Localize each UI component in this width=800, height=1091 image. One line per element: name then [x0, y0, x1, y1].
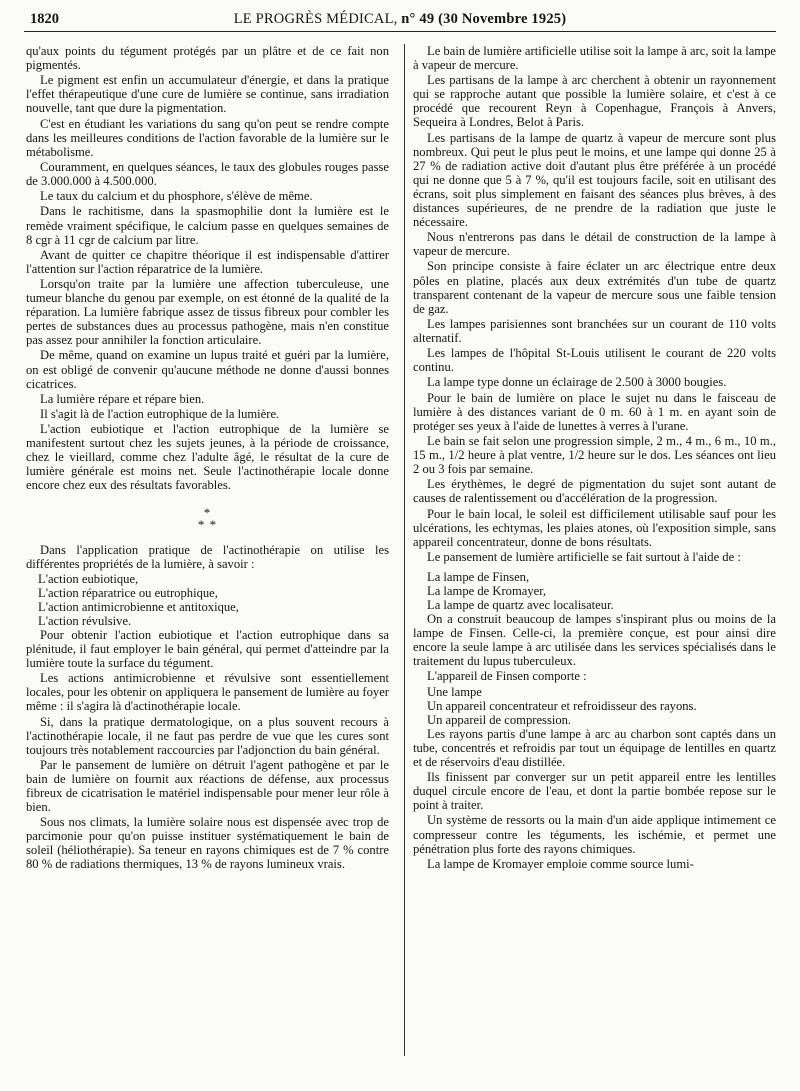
- issue-info: n° 49 (30 Novembre 1925): [401, 11, 567, 27]
- paragraph: La lampe type donne un éclairage de 2.500 à 3000 bougies.: [427, 375, 727, 390]
- paragraph: Sous nos climats, la lumière solaire nous est dispensée avec trop de parcimonie pour qu'on puisse instituer systématiquement le bain de soleil (héliothérapie). Sa teneur en rayons chimiques est de 7 % contre 80 % de radiations thermiques, 13 % de rayons lumineux vrais.: [26, 815, 389, 872]
- paragraph: Les rayons partis d'une lampe à arc au charbon sont captés dans un tube, concentrés et refroidis par tout un équipage de lentilles en quartz et de réservoirs d'eau distillée.: [413, 726, 776, 769]
- paragraph: Le bain se fait selon une progression simple, 2 m., 4 m., 6 m., 10 m., 15 m., 1/2 heure à plat ventre, 1/2 heure sur le dos. Les séances ont lieu 2 ou 3 fois par semaine.: [413, 433, 776, 477]
- paragraph: Une lampe: [427, 684, 482, 699]
- paragraph: Un appareil de compression.: [427, 712, 572, 727]
- paragraph: Si, dans la pratique dermatologique, on a plus souvent recours à l'actinothérapie locale, il ne faut pas perdre de vue que les cures sont toujours très notablement raccourcies par l'adjonction du bain général.: [26, 714, 389, 757]
- paragraph: Pour le bain local, le soleil est difficilement utilisable sauf pour les ulcérations, les echtymas, les plaies atones, où l'exposition simple, sans appareil concentrateur, donne de bons résultats.: [413, 506, 776, 549]
- paragraph: Les actions antimicrobienne et révulsive sont essentiellement locales, pour les obtenir on appliquera le pansement de lumière au foyer même : il s'agira là d'actinothérapie locale.: [26, 671, 389, 714]
- paragraph: Couramment, en quelques séances, le taux des globules rouges passe de 3.000.000 à 4.500.000.: [26, 159, 389, 188]
- paragraph: Le taux du calcium et du phosphore, s'élève de même.: [40, 189, 313, 204]
- paragraph: Pour obtenir l'action eubiotique et l'action eutrophique dans sa plénitude, il faut employer le bain général, qui permet d'atteindre par la lumière toute la surface du tégument.: [26, 627, 389, 671]
- section-separator: * * *: [197, 504, 218, 532]
- paragraph: La lampe de Kromayer emploie comme source lumi-: [427, 856, 694, 871]
- paragraph: qu'aux points du tégument protégés par un plâtre et de ce fait non pigmentés.: [26, 44, 389, 73]
- paragraph: L'appareil de Finsen comporte :: [427, 669, 587, 684]
- paragraph: Son principe consiste à faire éclater un arc électrique entre deux pôles en platine, placés aux deux extrémités d'un tube de quartz transparent contenant de la vapeur de mercure sous une faible tension de gaz.: [413, 259, 776, 316]
- paragraph: C'est en étudiant les variations du sang qu'on peut se rendre compte dans les meilleures conditions de l'action favorable de la lumière sur le métabolisme.: [26, 116, 389, 159]
- paragraph: Par le pansement de lumière on détruit l'agent pathogène et par le bain de lumière on fournit aux réactions de défense, aux processus fibreux de cicatrisation le matériel indispensable pour mener leur rôle à bien.: [26, 757, 389, 815]
- paragraph: Pour le bain de lumière on place le sujet nu dans le faisceau de lumière à des distances variant de 0 m. 60 à 1 m. en ayant soin de protéger ses yeux à l'aide de lunettes à verres à l'urane.: [413, 390, 776, 433]
- paragraph: Le bain de lumière artificielle utilise soit la lampe à arc, soit la lampe à vapeur de mercure.: [413, 44, 776, 73]
- paragraph: De même, quand on examine un lupus traité et guéri par la lumière, on est obligé de convenir qu'aucune méthode ne donne d'aussi bonnes cicatrices.: [26, 348, 389, 391]
- running-header: [24, 9, 776, 32]
- paragraph: Ils finissent par converger sur un petit appareil entre les lentilles duquel circule encore de l'eau, et dont la partie bombée repose sur le point à traiter.: [413, 770, 776, 813]
- paragraph: Les partisans de la lampe de quartz à vapeur de mercure sont plus nombreux. Qui peut le plus peut le moins, et une lampe qui donne 25 à 27 % de radiation active doit d'autant plus être préférée à un procédé qui ne donne que 5 à 7 %, qu'il est toujours facile, soit en utilisant des écrans, soit plus simplement en faisant des séances plus brèves, à des distances supérieures, de ne prendre de la radiation que juste le nécessaire.: [413, 130, 776, 229]
- right-column: [413, 44, 776, 873]
- paragraph: Le pansement de lumière artificielle se fait surtout à l'aide de :: [427, 549, 741, 564]
- paragraph: L'action révulsive.: [38, 613, 132, 628]
- left-column: [26, 44, 389, 873]
- paragraph: Lorsqu'on traite par la lumière une affection tuberculeuse, une tumeur blanche du genou par exemple, on est étonné de la qualité de la réparation. La lumière fabrique assez de tissus fibreux pour combler les pertes de substances dues au processus pathogène, mais n'en constitue pas assez pour annihiler la fonction articulaire.: [26, 277, 389, 348]
- paragraph: Le pigment est enfin un accumulateur d'énergie, et dans la pratique l'effet thérapeutique d'une cure de lumière se continue, sans irradiation nouvelle, tant que dure la pigmentation.: [26, 73, 389, 116]
- page-number: 1820: [30, 11, 59, 27]
- paragraph: L'action eubiotique et l'action eutrophique de la lumière se manifestent surtout chez les sujets jeunes, à la période de croissance, chez le vieillard, comme chez l'adulte âgé, le résultat de la cure de lumière générale est moins net. Seule l'actinothérapie locale donne encore chez eux des résultats favorables.: [26, 422, 389, 493]
- paragraph: L'action réparatrice ou eutrophique,: [38, 585, 218, 600]
- paragraph: Dans le rachitisme, dans la spasmophilie dont la lumière est le remède vraiment spécifique, le calcium passe en quelques semaines de 8 cgr à 11 cgr de calcium par litre.: [26, 204, 389, 247]
- paragraph: La lampe de Finsen,: [427, 569, 530, 584]
- paragraph: Les lampes de l'hôpital St-Louis utilisent le courant de 220 volts continu.: [413, 346, 776, 375]
- paragraph: Un système de ressorts ou la main d'un aide applique intimement ce compresseur contre les téguments, les ischémie, et permet une pénétration plus forte des rayons chimiques.: [413, 813, 776, 856]
- paragraph: La lampe de Kromayer,: [427, 583, 547, 598]
- paragraph: La lampe de quartz avec localisateur.: [427, 598, 614, 613]
- paragraph: On a construit beaucoup de lampes s'inspirant plus ou moins de la lampe de Finsen. Celle-ci, la première conçue, est pour ainsi dire encore la seule lampe à arc utilisée dans les services spécialisés dans le traitement du lupus tuberculeux.: [413, 612, 776, 669]
- paragraph: Un appareil concentrateur et refroidisseur des rayons.: [427, 698, 697, 713]
- paragraph: Les érythèmes, le degré de pigmentation du sujet sont autant de causes de ralentissement ou d'accélération de la progression.: [413, 477, 776, 506]
- paragraph: L'action antimicrobienne et antitoxique,: [38, 599, 239, 614]
- two-column-body: [24, 44, 776, 873]
- journal-title: [24, 9, 776, 29]
- paragraph: Les lampes parisiennes sont branchées sur un courant de 110 volts alternatif.: [413, 316, 776, 345]
- paragraph: La lumière répare et répare bien.: [40, 391, 205, 406]
- paragraph: Il s'agit là de l'action eutrophique de la lumière.: [40, 407, 280, 422]
- paragraph: Les partisans de la lampe à arc cherchent à obtenir un rayonnement qui se rapproche autant que possible la lumière solaire, et c'est à ce procédé que recourent Reyn à Copenhague, François à Anvers, Sequeira à Londres, Belot à Paris.: [413, 73, 776, 130]
- journal-name: LE PROGRÈS MÉDICAL,: [233, 11, 398, 27]
- paragraph: Dans l'application pratique de l'actinothérapie on utilise les différentes propriétés de la lumière, à savoir :: [26, 542, 389, 571]
- paragraph: Avant de quitter ce chapitre théorique il est indispensable d'attirer l'attention sur l'action réparatrice de la lumière.: [26, 247, 389, 276]
- paragraph: Nous n'entrerons pas dans le détail de construction de la lampe à vapeur de mercure.: [413, 230, 776, 259]
- paragraph: L'action eubiotique,: [38, 571, 139, 586]
